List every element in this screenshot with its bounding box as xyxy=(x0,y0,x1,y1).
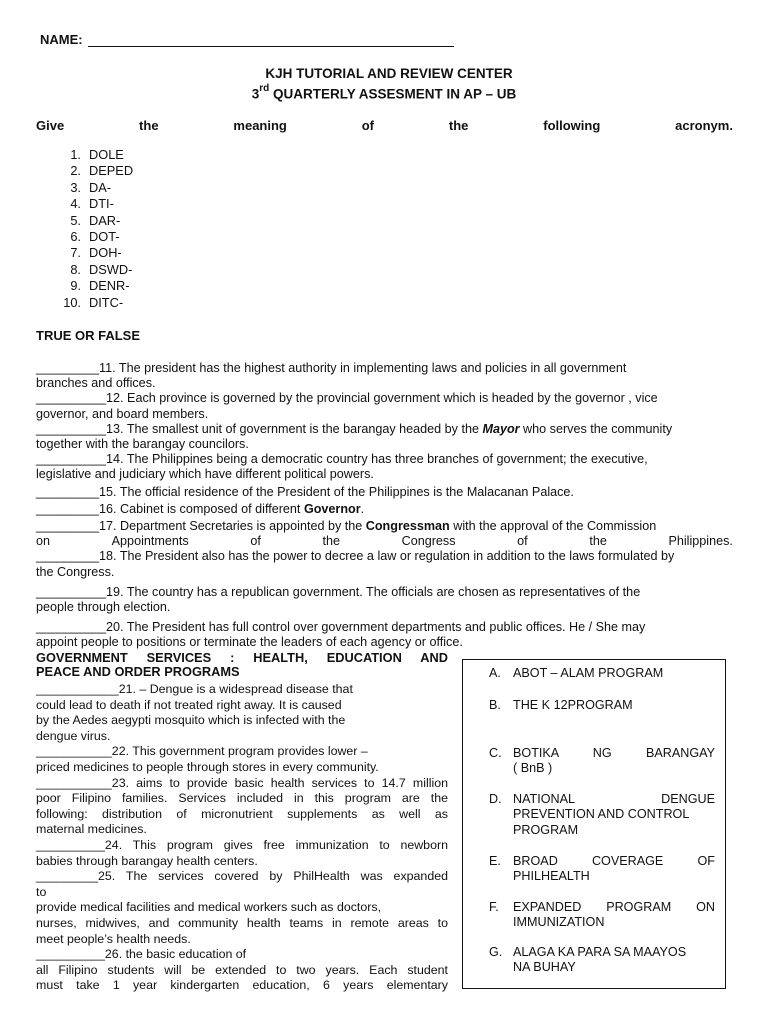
choice-c: C. BOTIKA NG BARANGAY ( BnB ) xyxy=(489,746,715,775)
choices-box xyxy=(462,659,726,989)
assessment-title: 3rd QUARTERLY ASSESMENT IN AP – UB xyxy=(251,83,517,102)
list-item: 10. DITC- xyxy=(63,294,124,310)
question-22: ___________22. This government program provides lower – xyxy=(36,744,368,759)
true-false-questions: _________11. The president has the highest authority in implementing laws and policies in all government branches and offices. __________12. Each province is governed by the provincial government which is headed by the governor , vice governor, and board members. __________13. The smallest unit of government is the barangay headed by the Mayor who serves the community together with the barangay councilors. __________14. The Philippines being a democratic country has three branches of government; the executive, legislative and judiciary which have different political powers. _________15. The official residence of the President of the Philippines is the Malacanan Palace. _________16. Cabinet is composed of different Governor. _________17. Department Secretaries is appointed by the Congressman with the approval of the Commission on Appointments of the Congress of the Philippines. _________18. The President also has the power to decree a law or regulation in addition to the laws formulated by the Congress. __________19. The country has a republican government. The officials are chosen as representatives of the people through election. __________20. The President has full control over government departments and public offices. He / She may appoint people to positions or terminate the leaders of each agency or office. xyxy=(36,361,733,650)
question-19: __________19. The country has a republican government. The officials are chosen as representatives of the xyxy=(36,584,641,599)
services-heading: GOVERNMENT SERVICES : HEALTH, EDUCATION AND PEACE AND ORDER PROGRAMS xyxy=(36,650,448,679)
question-17: _________17. Department Secretaries is appointed by the Congressman with the approval of the Commission xyxy=(36,519,657,534)
center-title: KJH TUTORIAL AND REVIEW CENTER xyxy=(265,66,513,81)
acronym-instruction: Give the meaning of the following acronym. xyxy=(36,118,733,133)
question-21: ____________21. – Dengue is a widespread disease that xyxy=(36,682,353,696)
name-blank-line[interactable] xyxy=(88,34,454,47)
list-item: 3. DA- xyxy=(70,179,112,195)
name-field xyxy=(40,32,454,47)
list-item: 7. DOH- xyxy=(70,245,122,261)
list-item: 6. DOT- xyxy=(70,228,120,244)
name-label: NAME: xyxy=(40,32,83,47)
question-23: ___________23. aims to provide basic health services to 14.7 million xyxy=(36,775,448,790)
choice-a: A. ABOT – ALAM PROGRAM xyxy=(489,666,664,680)
choice-e: E. BROAD COVERAGE OF PHILHEALTH xyxy=(489,854,715,883)
list-item: 5. DAR- xyxy=(70,212,121,228)
question-24: __________24. This program gives free immunization to newborn xyxy=(36,837,448,852)
question-14: __________14. The Philippines being a democratic country has three branches of government; the executive, xyxy=(36,452,648,467)
question-26: __________26. the basic education of xyxy=(36,947,247,962)
question-15: _________15. The official residence of the President of the Philippines is the Malacanan Palace. xyxy=(36,484,574,499)
question-11: _________11. The president has the highest authority in implementing laws and policies in all government xyxy=(36,361,627,375)
true-false-heading: TRUE OR FALSE xyxy=(36,328,141,343)
choice-g: G. ALAGA KA PARA SA MAAYOS NA BUHAY xyxy=(489,945,687,974)
list-item: 2. DEPED xyxy=(70,163,134,179)
question-16: _________16. Cabinet is composed of different Governor. xyxy=(36,501,365,516)
question-13: __________13. The smallest unit of government is the barangay headed by the Mayor who serves the community xyxy=(36,421,673,436)
question-25: _________25. The services covered by PhilHealth was expanded xyxy=(36,869,448,884)
question-18: _________18. The President also has the power to decree a law or regulation in addition to the laws formulated by xyxy=(36,549,675,564)
services-questions: ____________21. – Dengue is a widespread disease that could lead to death if not treated right away. It is caused by the Aedes aegypti mosquito which is infected with the dengue virus. ___________22. This government program provides lower – priced medicines to people through stores in every community. ___________23. aims to provide basic health services to 14.7 million poor Filipino families. Services included in this program are the following: distribution of micronutrient supplements as well as maternal medicines. __________24. This program gives free immunization to newborn babies through barangay health centers. _________25. The services covered by PhilHealth was expanded to provide medical facilities and medical workers such as doctors, nurses, midwives, and community health teams in remote areas to meet people’s health needs. __________26. the basic education of all Filipino students will be extended to two years. Each student must take 1 year kindergarten education, 6 years elementary xyxy=(36,682,448,993)
choice-b: B. THE K 12PROGRAM xyxy=(489,698,633,712)
list-item: 1. DOLE xyxy=(70,147,124,162)
list-item: 9. DENR- xyxy=(70,278,130,294)
acronym-list xyxy=(36,147,133,311)
question-12: __________12. Each province is governed by the provincial government which is headed by the governor , vice xyxy=(36,391,658,406)
question-20: __________20. The President has full control over government departments and public offices. He / She may xyxy=(36,620,646,635)
list-item: 4. DTI- xyxy=(70,196,114,212)
choice-d: D. NATIONAL DENGUE PREVENTION AND CONTROL PROGRAM xyxy=(489,792,715,837)
choice-f: F. EXPANDED PROGRAM ON IMMUNIZATION xyxy=(489,900,715,929)
list-item: 8. DSWD- xyxy=(70,261,133,277)
